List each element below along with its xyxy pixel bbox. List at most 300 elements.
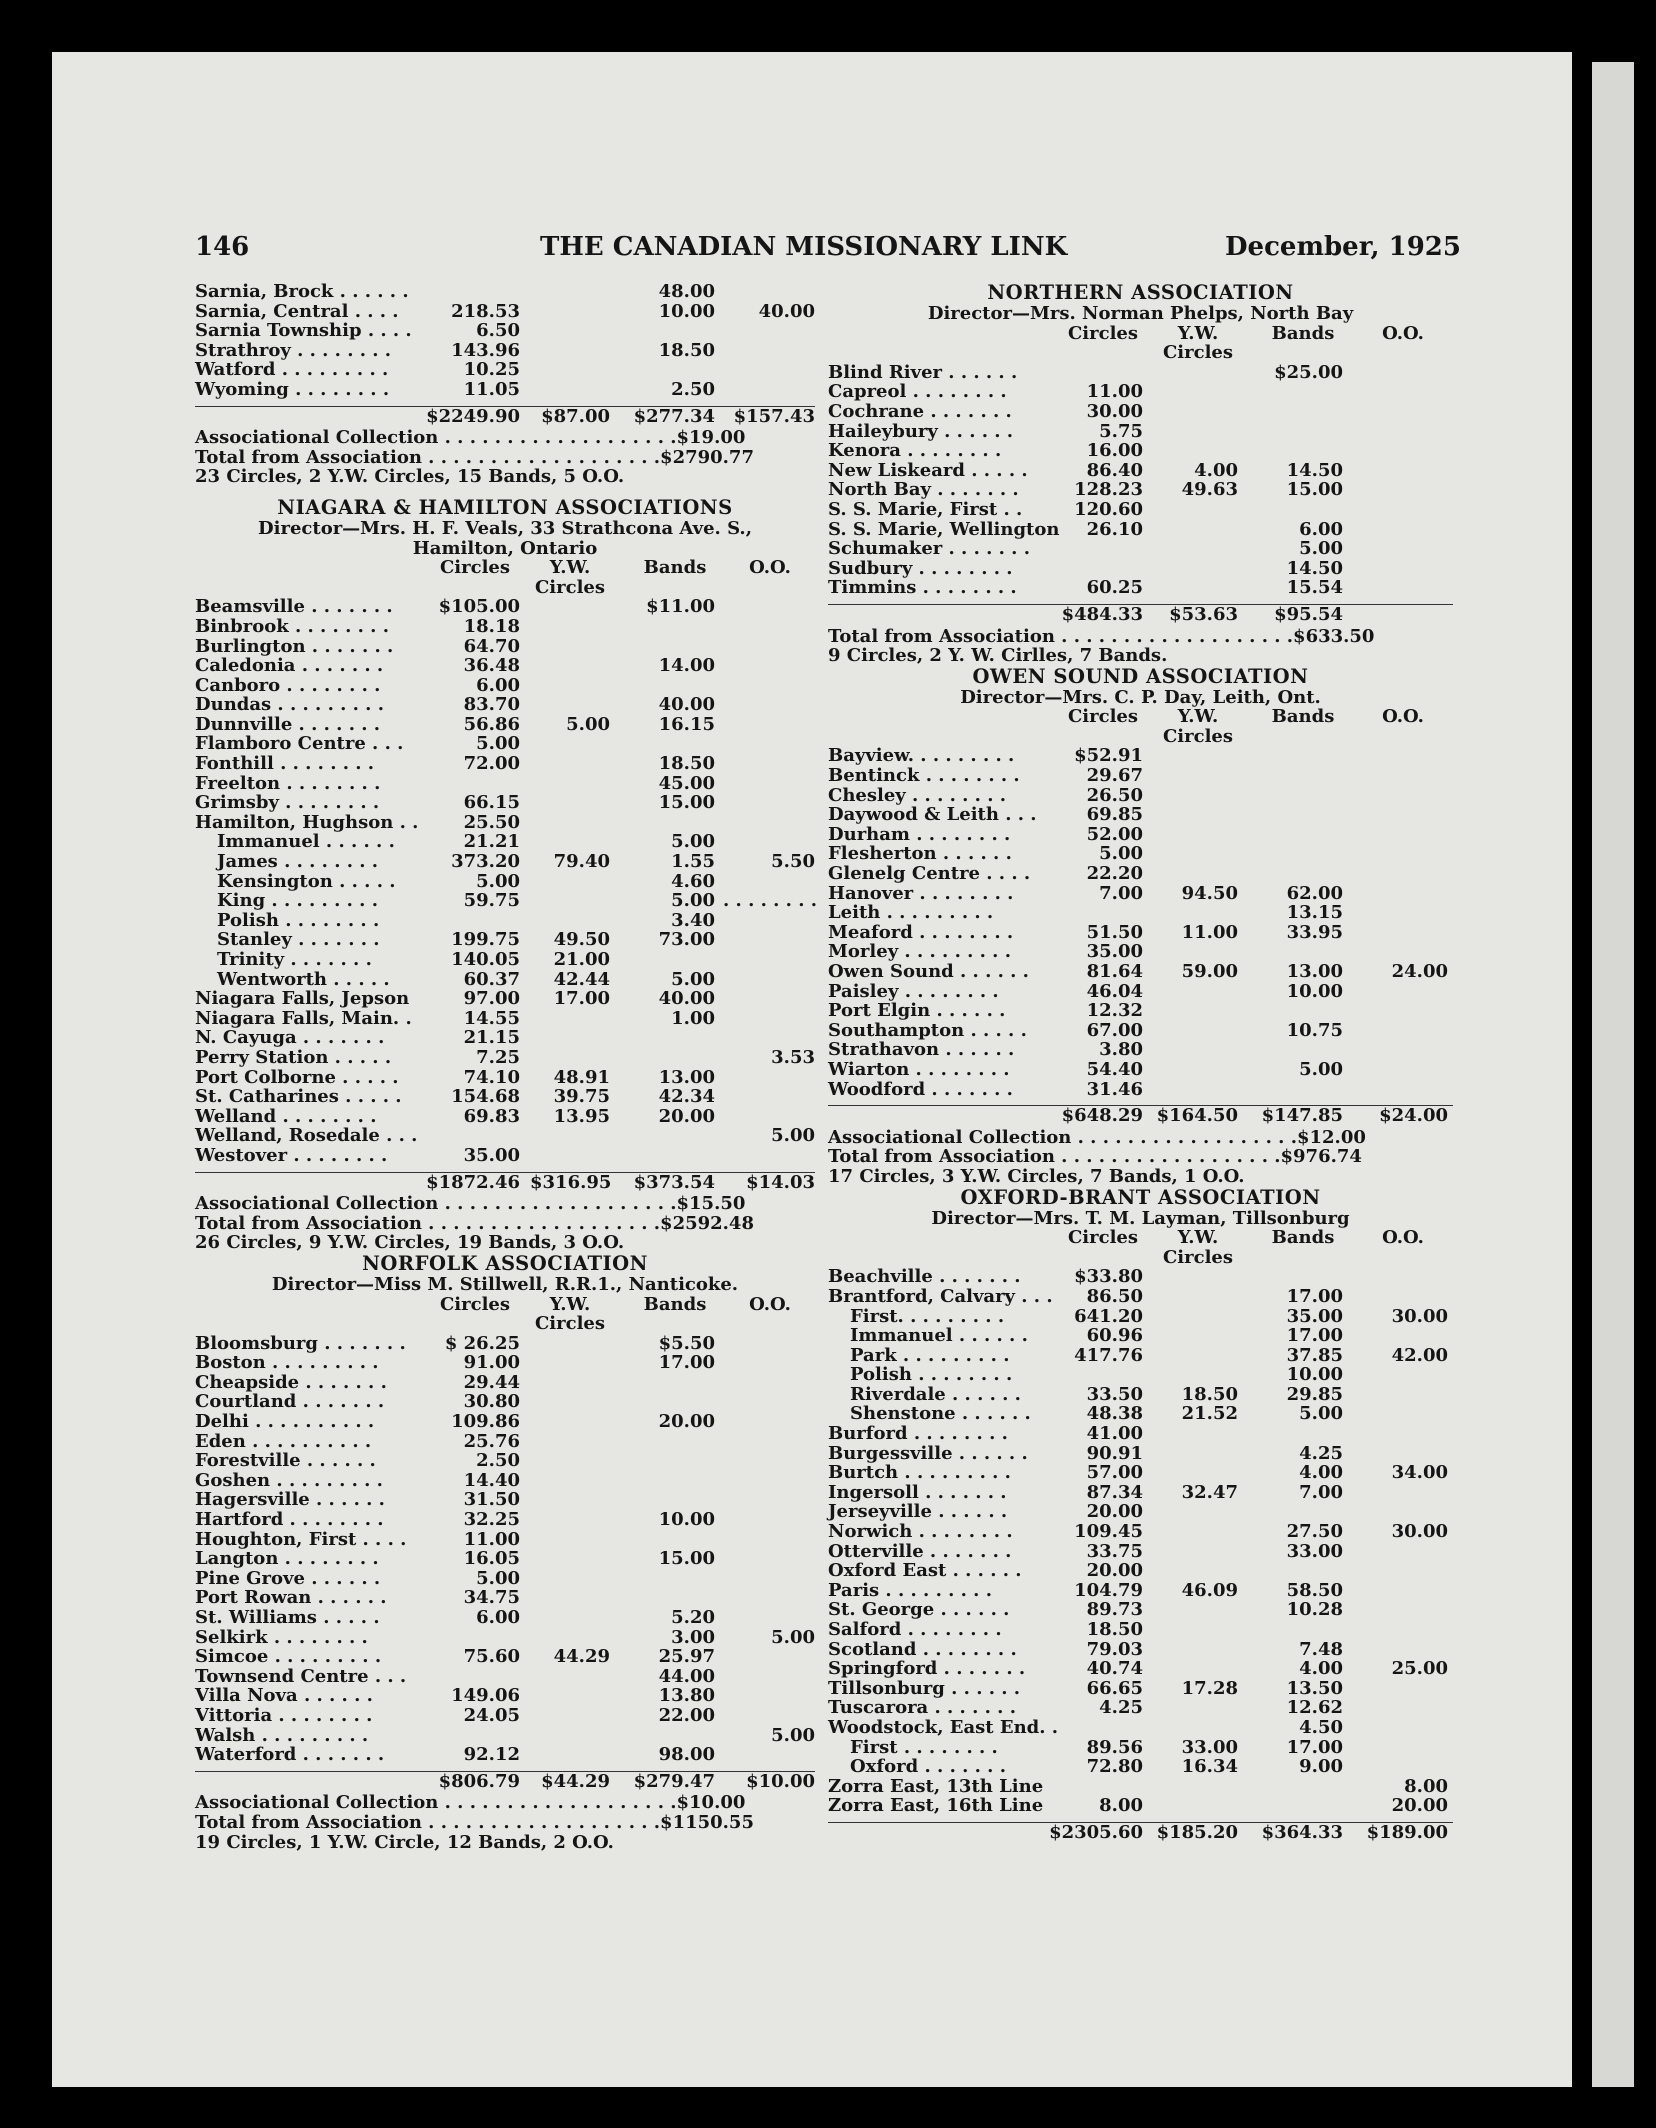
entry-name: Welland, Rosedale . . . (195, 1125, 418, 1147)
entry-name: Port Colborne . . . . . (195, 1066, 399, 1088)
table-row (195, 774, 815, 794)
bands-value: 5.00 (671, 890, 715, 912)
northern-total-row: $484.33 $53.63 $95.54 (828, 604, 1453, 627)
table-row (828, 1738, 1453, 1758)
table-row (195, 1569, 815, 1589)
bands-value: 27.50 (1286, 1521, 1343, 1543)
bands-value: 17.00 (1286, 1736, 1343, 1758)
circles-value: 417.76 (1074, 1344, 1143, 1366)
oo-value: 30.00 (1391, 1521, 1448, 1543)
circles-value: 75.60 (463, 1646, 520, 1668)
entry-name: Morley . . . . . . . . . (828, 941, 1011, 963)
circles-value: $105.00 (438, 596, 520, 618)
entry-name: Immanuel . . . . . . (217, 831, 395, 853)
circles-value: 8.00 (1099, 1795, 1143, 1817)
entry-name: Sudbury . . . . . . . . (828, 557, 1013, 579)
oxford-rows (828, 1267, 1453, 1816)
circles-value: 20.00 (1086, 1560, 1143, 1582)
table-row (195, 1745, 815, 1765)
table-row (828, 844, 1453, 864)
entry-name: Durham . . . . . . . . (828, 823, 1011, 845)
circles-value: 24.05 (463, 1704, 520, 1726)
yw-circles-value: 4.00 (1194, 459, 1238, 481)
entry-name: Salford . . . . . . . . (828, 1619, 1002, 1640)
circles-value: 25.76 (463, 1430, 520, 1452)
table-row (195, 1490, 815, 1510)
northern-heading: NORTHERN ASSOCIATION (987, 281, 1294, 304)
circles-value: 4.25 (1099, 1697, 1143, 1719)
issue-date: December, 1925 (1225, 232, 1461, 262)
yw-circles-value: 18.50 (1181, 1383, 1238, 1405)
circles-value: 104.79 (1074, 1579, 1143, 1601)
bands-value: 4.50 (1299, 1716, 1343, 1738)
table-row (195, 734, 815, 754)
yw-circles-value: 11.00 (1181, 921, 1238, 943)
table-row (195, 950, 815, 970)
table-row (828, 1483, 1453, 1503)
bands-value: 1.00 (671, 1007, 715, 1029)
circles-value: 31.50 (463, 1489, 520, 1511)
entry-name: Hagersville . . . . . . (195, 1489, 385, 1511)
entry-name: Haileybury . . . . . . (828, 420, 1014, 442)
bands-value: 4.60 (671, 870, 715, 892)
table-row (828, 1326, 1453, 1346)
table-row (195, 1628, 815, 1648)
table-row (828, 1404, 1453, 1424)
table-row (195, 1686, 815, 1706)
oo-value: 5.50 (771, 851, 815, 873)
entry-name: Simcoe . . . . . . . . . (195, 1646, 382, 1668)
circles-value: 641.20 (1074, 1305, 1143, 1327)
table-row (195, 1706, 815, 1726)
table-row (195, 1471, 815, 1491)
circles-value: 72.80 (1086, 1756, 1143, 1778)
circles-value: 11.00 (1086, 381, 1143, 403)
circles-value: 35.00 (1086, 941, 1143, 963)
entry-name: Burlington . . . . . . . (195, 635, 394, 657)
table-row (195, 637, 815, 657)
oo-value: 24.00 (1391, 961, 1448, 982)
owen-rows (828, 746, 1453, 1099)
circles-value: 33.75 (1086, 1540, 1143, 1562)
entry-name: Schumaker . . . . . . . (828, 538, 1030, 560)
entry-name: Goshen . . . . . . . . . (195, 1469, 383, 1491)
entry-name: First . . . . . . . . (850, 1736, 998, 1758)
table-row (828, 1561, 1453, 1581)
circles-value: 89.73 (1086, 1599, 1143, 1621)
table-row (195, 1087, 815, 1107)
entry-name: Otterville . . . . . . . (828, 1540, 1012, 1562)
entry-name: Perry Station . . . . . (195, 1046, 392, 1068)
niagara-director-line2: Hamilton, Ontario (412, 537, 598, 559)
entry-name: Niagara Falls, Main. . (195, 1007, 412, 1029)
table-row (828, 962, 1453, 982)
table-row (828, 884, 1453, 904)
bands-value: 15.00 (1286, 479, 1343, 501)
yw-circles-value: 39.75 (553, 1086, 610, 1108)
circles-value: 20.00 (1086, 1501, 1143, 1523)
circles-value: 14.40 (463, 1469, 520, 1491)
yw-circles-value: 16.34 (1181, 1756, 1238, 1778)
circles-value: 67.00 (1086, 1019, 1143, 1041)
entry-name: Chesley . . . . . . . . (828, 784, 1007, 806)
northern-summary: 9 Circles, 2 Y. W. Cirlles, 7 Bands. (828, 645, 1168, 667)
bands-value: 9.00 (1299, 1756, 1343, 1778)
table-row (828, 825, 1453, 845)
bands-value: 18.50 (658, 339, 715, 361)
bands-value: 6.00 (1299, 518, 1343, 540)
yw-circles-value: 17.28 (1181, 1677, 1238, 1699)
circles-value: 40.74 (1086, 1658, 1143, 1680)
table-row (195, 1647, 815, 1667)
entry-name: Southampton . . . . . (828, 1019, 1027, 1041)
circles-value: 143.96 (451, 339, 520, 361)
bands-value: 3.00 (671, 1626, 715, 1648)
table-row (828, 500, 1453, 520)
table-row (828, 1385, 1453, 1405)
table-row (828, 402, 1453, 422)
circles-value: 7.25 (476, 1046, 520, 1068)
table-row (195, 1726, 815, 1746)
table-row (195, 970, 815, 990)
table-row (195, 1373, 815, 1393)
table-row (828, 363, 1453, 383)
entry-name: Walsh . . . . . . . . . (195, 1724, 369, 1746)
norfolk-summary: 19 Circles, 1 Y.W. Circle, 12 Bands, 2 O.O. (195, 1831, 614, 1853)
table-row (828, 520, 1453, 540)
bands-value: 73.00 (658, 929, 715, 951)
entry-name: Immanuel . . . . . . (850, 1325, 1028, 1347)
circles-value: 140.05 (451, 949, 520, 970)
circles-value: 36.48 (463, 655, 520, 677)
page-number: 146 (195, 232, 250, 262)
entry-name: Jerseyville . . . . . . (828, 1501, 1008, 1523)
table-row (828, 480, 1453, 500)
circles-value: 26.50 (1086, 784, 1143, 806)
yw-circles-value: 94.50 (1181, 882, 1238, 904)
table-row (828, 1001, 1453, 1021)
next-page-edge (1592, 62, 1634, 2087)
norfolk-director: Director—Miss M. Stillwell, R.R.1., Nanticoke. (271, 1273, 739, 1295)
table-row (828, 1718, 1453, 1738)
table-row (195, 282, 815, 302)
bands-value: 17.00 (1286, 1325, 1343, 1347)
entry-name: Polish . . . . . . . . (850, 1364, 1013, 1386)
entry-name: St. George . . . . . . (828, 1599, 1010, 1621)
entry-name: Burgessville . . . . . . (828, 1442, 1028, 1464)
circles-value: $ 26.25 (444, 1332, 520, 1354)
entry-name: Tuscarora . . . . . . . (828, 1697, 1016, 1719)
circles-value: 35.00 (463, 1144, 520, 1166)
circles-value: 26.10 (1086, 518, 1143, 540)
northern-association-total: Total from Association . . . . . . . . . . . . . . . . . . .$633.50 (828, 625, 1375, 647)
circles-value: 25.50 (463, 811, 520, 833)
entry-name: Sarnia, Brock . . . . . . (195, 281, 409, 302)
entry-name: Pine Grove . . . . . . (195, 1567, 381, 1589)
circles-value: 5.75 (1099, 420, 1143, 442)
entry-name: North Bay . . . . . . . (828, 479, 1019, 501)
sarnia-collection: Associational Collection . . . . . . . . . . . . . . . . . . .$19.00 (195, 427, 746, 449)
bands-value: 4.00 (1299, 1658, 1343, 1680)
table-row (828, 578, 1453, 598)
bands-value: 62.00 (1286, 882, 1343, 904)
entry-name: Leith . . . . . . . . . (828, 902, 994, 924)
entry-name: Ingersoll . . . . . . . (828, 1481, 1007, 1503)
circles-value: 2.50 (476, 1450, 520, 1472)
circles-value: 72.00 (463, 753, 520, 775)
bands-value: 13.00 (658, 1066, 715, 1088)
bands-value: 5.20 (671, 1607, 715, 1628)
yw-circles-value: 46.09 (1181, 1579, 1238, 1601)
entry-name: Boston . . . . . . . . . (195, 1352, 379, 1374)
yw-circles-value: 49.50 (553, 929, 610, 951)
yw-circles-value: 44.29 (553, 1646, 610, 1668)
table-row (828, 1307, 1453, 1327)
owen-director: Director—Mrs. C. P. Day, Leith, Ont. (960, 686, 1321, 708)
circles-value: 6.50 (476, 320, 520, 342)
table-row (195, 1068, 815, 1088)
sarnia-rows (195, 282, 815, 400)
norfolk-association-total: Total from Association . . . . . . . . . . . . . . . . . . .$1150.55 (195, 1811, 754, 1833)
niagara-column-headers: Circles Y.W. Bands O.O. (439, 557, 791, 579)
entry-name: Woodford . . . . . . . (828, 1078, 1013, 1100)
entry-name: Grimsby . . . . . . . . (195, 792, 380, 814)
table-row (828, 461, 1453, 481)
table-row (195, 380, 815, 400)
circles-value: 5.00 (476, 870, 520, 892)
circles-value: 56.86 (463, 713, 520, 735)
table-row (195, 341, 815, 361)
entry-name: King . . . . . . . . . (217, 890, 378, 912)
bands-value: 5.00 (1299, 1058, 1343, 1080)
circles-value: 69.83 (463, 1105, 520, 1127)
circles-value: 89.56 (1086, 1736, 1143, 1758)
bands-value: 48.00 (658, 281, 715, 302)
bands-value: 14.50 (1286, 557, 1343, 579)
table-row (828, 1287, 1453, 1307)
yw-circles-value: 33.00 (1181, 1736, 1238, 1758)
circles-value: 32.25 (463, 1509, 520, 1531)
yw-circles-value: 59.00 (1181, 961, 1238, 982)
table-row (828, 1777, 1453, 1797)
table-row (828, 422, 1453, 442)
table-row (828, 1620, 1453, 1640)
bands-value: 4.00 (1299, 1462, 1343, 1484)
table-row (195, 1009, 815, 1029)
circles-value: 86.50 (1086, 1285, 1143, 1307)
entry-name: Sarnia Township . . . . (195, 320, 412, 342)
entry-name: Capreol . . . . . . . . (828, 381, 1007, 403)
circles-value: 154.68 (451, 1086, 520, 1108)
bands-value: 20.00 (658, 1411, 715, 1433)
owen-total-row: $648.29 $164.50 $147.85 $24.00 (828, 1105, 1453, 1128)
table-row (828, 1698, 1453, 1718)
table-row (195, 695, 815, 715)
table-row (828, 1444, 1453, 1464)
table-row (828, 1021, 1453, 1041)
circles-value: 12.32 (1086, 1000, 1143, 1022)
bands-value: 20.00 (658, 1105, 715, 1127)
table-row (195, 813, 815, 833)
owen-association-total: Total from Association . . . . . . . . . . . . . . . . . .$976.74 (828, 1146, 1362, 1168)
bands-value: 5.00 (671, 968, 715, 990)
entry-name: Park . . . . . . . . . (850, 1344, 1010, 1366)
entry-name: Flesherton . . . . . . (828, 843, 1012, 865)
entry-name: Wyoming . . . . . . . . (195, 378, 390, 400)
entry-name: Delhi . . . . . . . . . . (195, 1411, 375, 1433)
table-row (195, 832, 815, 852)
table-row (195, 1334, 815, 1354)
circles-value: 109.86 (451, 1411, 520, 1433)
entry-name: Eden . . . . . . . . . . (195, 1430, 372, 1452)
entry-name: Stanley . . . . . . . (217, 929, 380, 951)
norfolk-column-subheaders: Circles (534, 1313, 606, 1335)
circles-value: 6.00 (476, 674, 520, 696)
circles-value: 60.25 (1086, 577, 1143, 599)
entry-name: Hamilton, Hughson . . (195, 811, 419, 833)
entry-name: St. Catharines . . . . . (195, 1086, 402, 1108)
bands-value: 17.00 (658, 1352, 715, 1374)
bands-value: 5.00 (671, 831, 715, 853)
oo-value: 5.00 (771, 1626, 815, 1648)
bands-value: 3.40 (671, 909, 715, 931)
circles-value: 66.65 (1086, 1677, 1143, 1699)
bands-value: 25.97 (658, 1646, 715, 1668)
circles-value: 14.55 (463, 1007, 520, 1029)
bands-value: 15.00 (658, 792, 715, 814)
circles-value: $52.91 (1074, 745, 1143, 767)
entry-name: Port Elgin . . . . . . (828, 1000, 1006, 1022)
table-row (195, 360, 815, 380)
niagara-total-row: $1872.46 $316.95 $373.54 $14.03 (195, 1172, 815, 1195)
circles-value: 92.12 (463, 1744, 520, 1766)
bands-value: 15.54 (1286, 577, 1343, 599)
niagara-collection: Associational Collection . . . . . . . . . . . . . . . . . . .$15.50 (195, 1193, 746, 1215)
yw-circles-value: 17.00 (553, 988, 610, 1010)
bands-value: 18.50 (658, 753, 715, 775)
yw-circles-value: 5.00 (566, 713, 610, 735)
yw-circles-value: 48.91 (553, 1066, 610, 1088)
circles-value: 29.44 (463, 1371, 520, 1393)
oo-value: 40.00 (758, 300, 815, 322)
table-row (195, 1353, 815, 1373)
entry-name: Flamboro Centre . . . (195, 733, 404, 755)
circles-value: 5.00 (476, 733, 520, 755)
table-row (195, 911, 815, 931)
oo-value: 3.53 (771, 1046, 815, 1068)
circles-value: 21.21 (463, 831, 520, 853)
table-row (195, 715, 815, 735)
table-row (828, 805, 1453, 825)
circles-value: 60.96 (1086, 1325, 1143, 1347)
oo-value: 42.00 (1391, 1344, 1448, 1366)
entry-name: Forestville . . . . . . (195, 1450, 376, 1472)
table-row (828, 1542, 1453, 1562)
owen-collection: Associational Collection . . . . . . . . . . . . . . . . . .$12.00 (828, 1126, 1366, 1148)
niagara-rows (195, 597, 815, 1165)
circles-value: 16.05 (463, 1548, 520, 1570)
entry-name: Trinity . . . . . . . (217, 949, 372, 970)
circles-value: 81.64 (1086, 961, 1143, 982)
circles-value: 30.00 (1086, 400, 1143, 422)
bands-value: 7.48 (1299, 1638, 1343, 1660)
table-row (195, 872, 815, 892)
table-row (828, 766, 1453, 786)
niagara-director-line1: Director—Mrs. H. F. Veals, 33 Strathcona Ave. S., (258, 517, 752, 539)
entry-name: S. S. Marie, Wellington (828, 518, 1060, 540)
yw-circles-value: 32.47 (1181, 1481, 1238, 1503)
entry-name: Bloomsburg . . . . . . . (195, 1332, 406, 1354)
entry-name: Fonthill . . . . . . . . (195, 753, 375, 775)
bands-value: 98.00 (658, 1744, 715, 1766)
circles-value: 18.18 (463, 615, 520, 637)
bands-value: $5.50 (658, 1332, 715, 1354)
sarnia-summary: 23 Circles, 2 Y.W. Circles, 15 Bands, 5 O.O. (195, 466, 625, 488)
yw-circles-value: 21.00 (553, 949, 610, 970)
entry-name: Langton . . . . . . . . (195, 1548, 379, 1570)
oo-value: . . . . . . . . (723, 890, 817, 912)
entry-name: Paris . . . . . . . . . (828, 1579, 992, 1601)
table-row (828, 903, 1453, 923)
table-row (828, 1581, 1453, 1601)
right-column (828, 282, 1453, 1845)
oxford-heading: OXFORD-BRANT ASSOCIATION (960, 1185, 1321, 1209)
circles-value: 18.50 (1086, 1619, 1143, 1640)
circles-value: 79.03 (1086, 1638, 1143, 1660)
circles-value: 59.75 (463, 890, 520, 912)
entry-name: Blind River . . . . . . (828, 361, 1018, 383)
table-row (195, 1608, 815, 1628)
table-row (828, 382, 1453, 402)
bands-value: 10.28 (1286, 1599, 1343, 1621)
entry-name: Binbrook . . . . . . . . (195, 615, 389, 637)
circles-value: 69.85 (1086, 804, 1143, 826)
entry-name: Burford . . . . . . . . (828, 1423, 1008, 1445)
owen-summary: 17 Circles, 3 Y.W. Circles, 7 Bands, 1 O.O. (828, 1165, 1245, 1187)
table-row (828, 942, 1453, 962)
table-row (195, 1146, 815, 1166)
circles-value: 29.67 (1086, 765, 1143, 787)
entry-name: Cochrane . . . . . . . (828, 400, 1012, 422)
bands-value: 4.25 (1299, 1442, 1343, 1464)
table-row (195, 1510, 815, 1530)
bands-value: $11.00 (646, 596, 715, 618)
entry-name: Riverdale . . . . . . (850, 1383, 1021, 1405)
table-row (195, 302, 815, 322)
circles-value: 22.20 (1086, 863, 1143, 885)
circles-value: 109.45 (1074, 1521, 1143, 1543)
northern-director: Director—Mrs. Norman Phelps, North Bay (927, 303, 1354, 324)
oo-value: 8.00 (1404, 1775, 1448, 1797)
circles-value: 373.20 (451, 851, 520, 873)
table-row (828, 559, 1453, 579)
circles-value: 128.23 (1074, 479, 1143, 501)
entry-name: Canboro . . . . . . . . (195, 674, 381, 696)
circles-value: 120.60 (1074, 498, 1143, 520)
yw-circles-value: 79.40 (553, 851, 610, 873)
yw-circles-value: 13.95 (553, 1105, 610, 1127)
entry-name: Watford . . . . . . . . . (195, 359, 389, 381)
bands-value: 1.55 (671, 851, 715, 873)
table-row (195, 989, 815, 1009)
circles-value: 218.53 (451, 300, 520, 322)
table-row (828, 539, 1453, 559)
owen-column-headers: Circles Y.W. Bands O.O. (1067, 706, 1424, 728)
table-row (195, 1530, 815, 1550)
table-row (195, 1412, 815, 1432)
table-row (195, 1048, 815, 1068)
entry-name: Owen Sound . . . . . . (828, 961, 1029, 982)
